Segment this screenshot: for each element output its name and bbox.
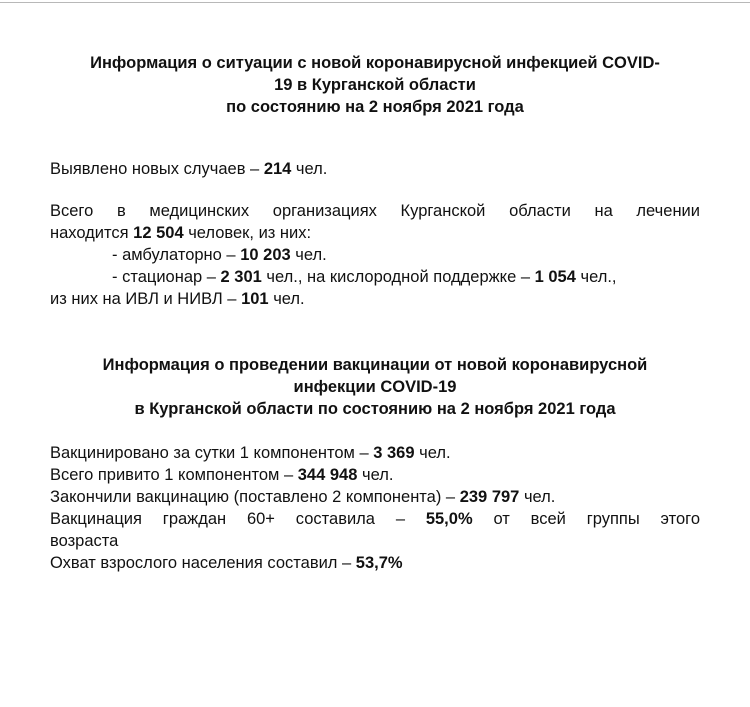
title-line-2: 19 в Курганской области — [274, 76, 476, 94]
outpatient-value: 10 203 — [240, 246, 291, 264]
document — [50, 52, 700, 574]
ventilation-value: 101 — [241, 290, 269, 308]
vaccination-title-line-2: инфекции COVID-19 — [293, 378, 457, 396]
new-cases-line: Выявлено новых случаев – 214 чел. — [50, 160, 328, 178]
vaccination-title — [50, 354, 700, 420]
treatment-line-1: Всего в медицинских организациях Курганской области на лечении — [50, 202, 700, 220]
top-border — [0, 2, 750, 3]
treatment-total-value: 12 504 — [133, 224, 184, 242]
adult-coverage-value: 53,7% — [355, 554, 403, 572]
first-component-total-value: 344 948 — [297, 466, 358, 484]
completed-vaccination-line: Закончили вакцинацию (поставлено 2 компонента) – 239 797 чел. — [50, 488, 556, 506]
first-component-total-line: Всего привито 1 компонентом – 344 948 чел. — [50, 466, 394, 484]
oxygen-value: 1 054 — [534, 268, 576, 286]
inpatient-line: - стационар – 2 301 чел., на кислородной поддержке – 1 054 чел., — [112, 268, 617, 286]
seniors-vaccination-line: Вакцинация граждан 60+ составила – 55,0% от всей группы этого — [50, 510, 700, 528]
daily-vaccinated-line: Вакцинировано за сутки 1 компонентом – 3 369 чел. — [50, 444, 451, 462]
adult-coverage-line: Охват взрослого населения составил – 53,7% — [50, 554, 403, 572]
vaccination-title-line-3: в Курганской области по состоянию на 2 ноября 2021 года — [134, 400, 616, 418]
title-line-1: Информация о ситуации с новой коронавирусной инфекцией COVID- — [90, 54, 660, 72]
treatment-line-2: находится 12 504 человек, из них: — [50, 224, 312, 242]
vaccination-title-line-1: Информация о проведении вакцинации от новой коронавирусной — [102, 356, 648, 374]
seniors-vaccination-line-2: возраста — [50, 532, 119, 550]
ventilation-line: из них на ИВЛ и НИВЛ – 101 чел. — [50, 290, 305, 308]
completed-vaccination-value: 239 797 — [459, 488, 520, 506]
seniors-vaccination-value: 55,0% — [425, 510, 473, 528]
inpatient-value: 2 301 — [220, 268, 262, 286]
daily-vaccinated-value: 3 369 — [373, 444, 415, 462]
title-line-3: по состоянию на 2 ноября 2021 года — [226, 98, 524, 116]
covid-situation-title — [50, 52, 700, 118]
outpatient-line: - амбулаторно – 10 203 чел. — [112, 246, 327, 264]
new-cases-value: 214 — [263, 160, 292, 178]
